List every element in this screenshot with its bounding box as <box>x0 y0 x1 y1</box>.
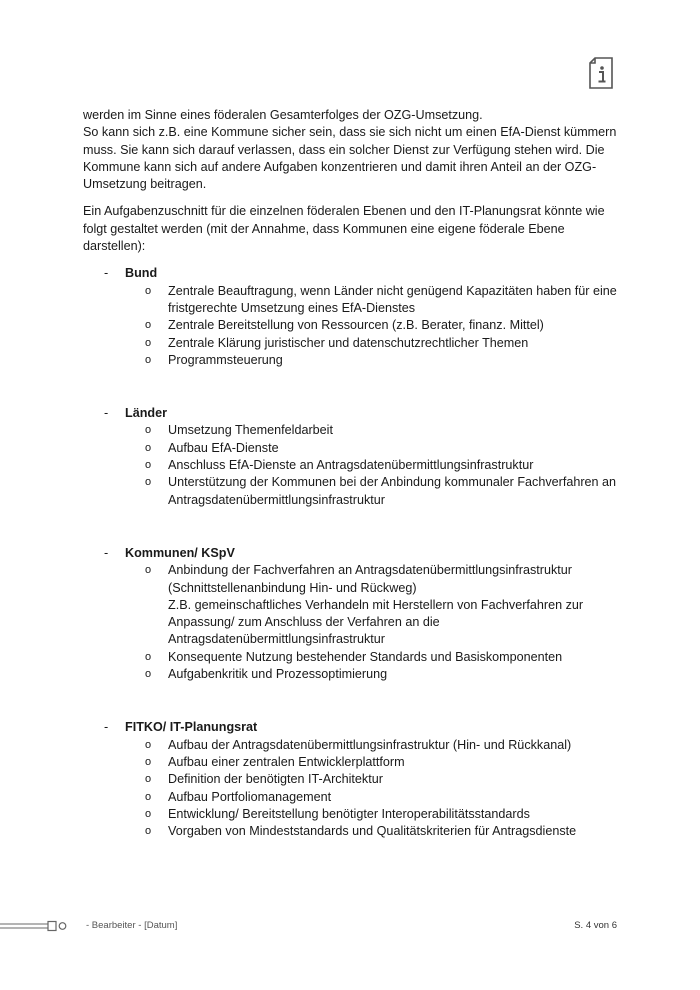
list-item: o Zentrale Beauftragung, wenn Länder nicht genügend Kapazitäten haben für eine fristgerechte Umsetzung eines EfA-Dienstes <box>145 283 617 315</box>
section-list <box>83 737 618 841</box>
list-item: o Zentrale Klärung juristischer und datenschutzrechtlicher Themen <box>145 335 529 350</box>
list-item: o Aufbau der Antragsdatenübermittlungsinfrastruktur (Hin- und Rückkanal) <box>145 737 572 752</box>
list-item: o Definition der benötigten IT-Architektur <box>145 772 383 787</box>
list-item: o Vorgaben von Mindeststandards und Qualitätskriterien für Antragsdienste <box>145 824 577 839</box>
section-list <box>83 422 618 508</box>
dash-marker: - <box>104 720 109 735</box>
document-body <box>83 107 618 840</box>
list-item: o Anbindung der Fachverfahren an Antragsdatenübermittlungsinfrastruktur (Schnittstellenanbindung Hin- und Rückweg) Z.B. gemeinschaftliches Verhandeln mit Herstellern von Fachverfahren zur Anpassung/ zum Anschluss der Verfahren an die Antragsdatenübermittlungsinfrastruktur <box>145 563 584 647</box>
dash-marker: - <box>104 545 109 560</box>
list-item: o Unterstützung der Kommunen bei der Anbindung kommunaler Fachverfahren an Antragsdatenübermittlungsinfrastruktur <box>145 475 617 507</box>
section-title: Länder <box>125 406 167 421</box>
list-item: o Konsequente Nutzung bestehender Standards und Basiskomponenten <box>145 649 563 664</box>
list-item: o Aufbau EfA-Dienste <box>145 440 279 455</box>
section-bund <box>83 265 618 369</box>
section-title: FITKO/ IT-Planungsrat <box>125 720 258 735</box>
section-laender <box>83 405 618 509</box>
footer-decoration-icon <box>0 920 70 934</box>
section-list <box>83 283 618 369</box>
section-title: Kommunen/ KSpV <box>125 545 235 560</box>
intro-paragraph-2: Ein Aufgabenzuschnitt für die einzelnen föderalen Ebenen und den IT-Planungsrat könnte wie folgt gestaltet werden (mit der Annahme, dass Kommunen eine eigene föderale Ebene darstellen): <box>83 204 605 254</box>
list-item-note: Z.B. gemeinschaftliches Verhandeln mit Herstellern von Fachverfahren zur Anpassung/ zum Anschluss der Verfahren an die Antragsdatenübermittlungsinfrastruktur <box>168 597 584 647</box>
list-item: o Umsetzung Themenfeldarbeit <box>145 423 333 438</box>
page-number: S. 4 von 6 <box>574 920 617 931</box>
list-item: o Programmsteuerung <box>145 352 283 367</box>
section-kommunen <box>83 545 618 683</box>
section-title: Bund <box>125 266 158 281</box>
dash-marker: - <box>104 266 109 281</box>
section-list <box>83 562 618 683</box>
list-item: o Aufgabenkritik und Prozessoptimierung <box>145 667 388 682</box>
section-fitko <box>83 719 618 840</box>
intro-line-2: So kann sich z.B. eine Kommune sicher sein, dass sie sich nicht um einen EfA-Dienst kümmern muss. Sie kann sich darauf verlassen, dass ein solcher Dienst zur Verfügung stehen wird. Die Kommune kann sich auf andere Aufgaben konzentrieren und damit ihren Anteil an der OZG-Umsetzung beitragen. <box>83 125 617 192</box>
intro-line-1: werden im Sinne eines föderalen Gesamterfolges der OZG-Umsetzung. <box>83 108 483 122</box>
list-item: o Zentrale Bereitstellung von Ressourcen (z.B. Berater, finanz. Mittel) <box>145 318 544 333</box>
list-item: o Entwicklung/ Bereitstellung benötigter Interoperabilitätsstandards <box>145 806 530 821</box>
dash-marker: - <box>104 406 109 421</box>
info-document-icon <box>588 57 614 89</box>
list-item: o Aufbau Portfoliomanagement <box>145 789 332 804</box>
list-item: o Aufbau einer zentralen Entwicklerplattform <box>145 754 405 769</box>
list-item: o Anschluss EfA-Dienste an Antragsdatenübermittlungsinfrastruktur <box>145 458 534 473</box>
footer-meta: - Bearbeiter - [Datum] <box>86 920 178 931</box>
intro-paragraph-1 <box>83 107 618 193</box>
